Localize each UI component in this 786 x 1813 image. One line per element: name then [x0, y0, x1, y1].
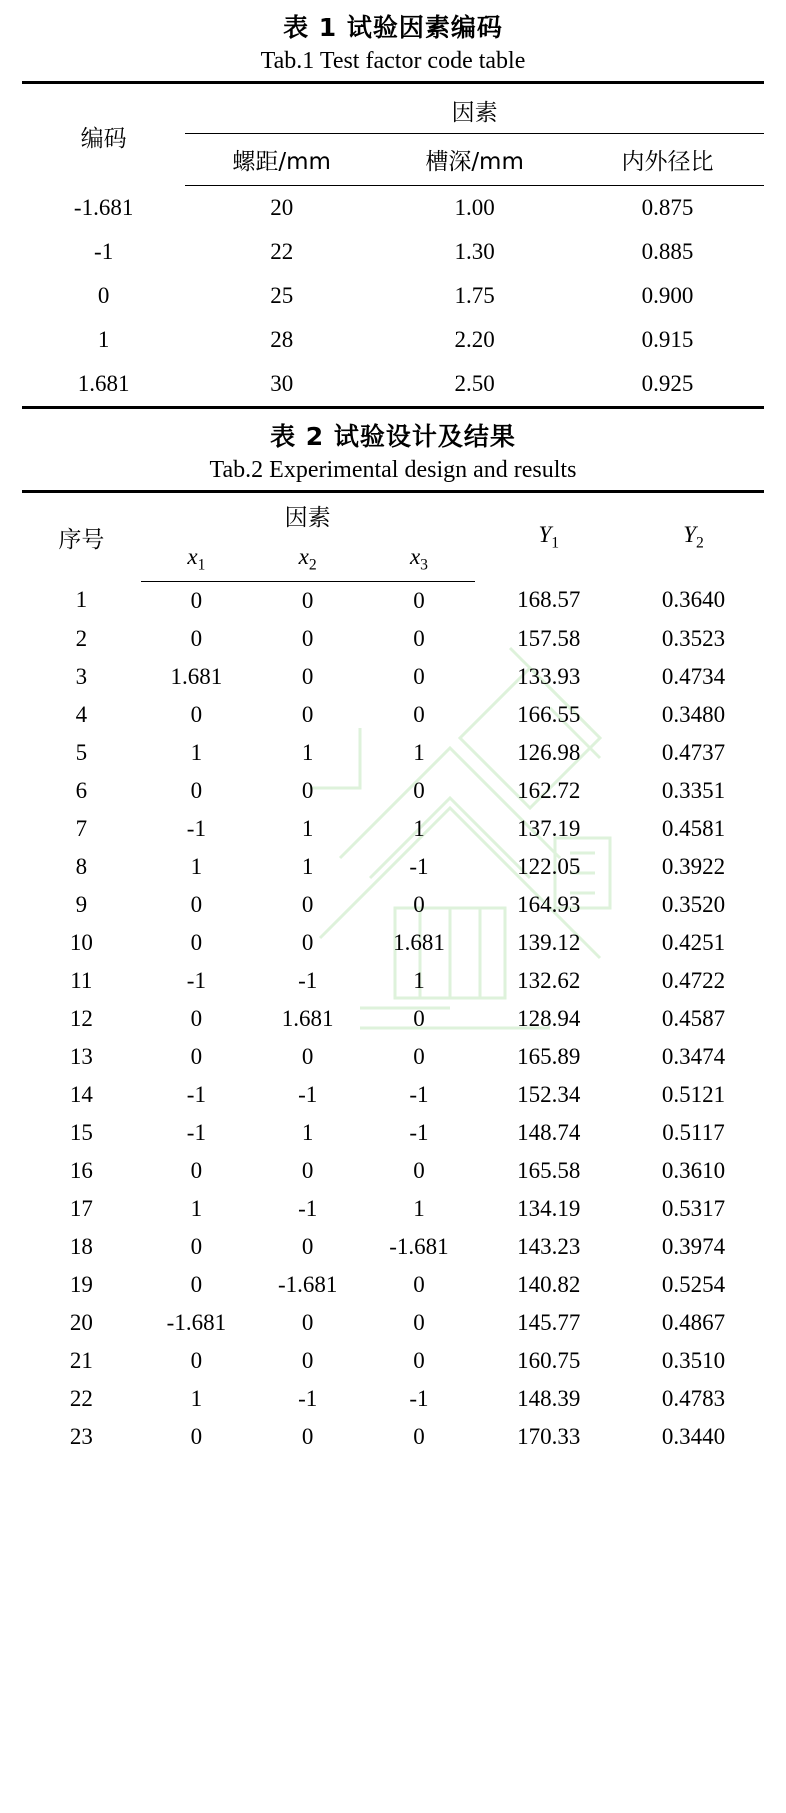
cell-y1: 126.98: [517, 739, 581, 765]
table1-header-pitch: 螺距/mm: [185, 134, 378, 186]
cell-no: 19: [69, 1271, 93, 1297]
cell-y2: 0.4737: [661, 739, 726, 765]
cell-y1: 148.39: [517, 1385, 581, 1411]
table-row: [22, 1228, 764, 1266]
cell-x3: 1: [413, 815, 425, 841]
cell-y1: 132.62: [517, 967, 581, 993]
cell-no: 14: [69, 1081, 93, 1107]
cell-y2: 0.4587: [661, 1005, 726, 1031]
cell-y2: 0.5121: [661, 1081, 726, 1107]
table-row: [22, 318, 764, 362]
cell-y2: 0.4581: [661, 815, 726, 841]
cell-x1: 1: [190, 739, 203, 765]
cell-y2: 0.3523: [661, 625, 726, 651]
cell-x1: 0: [190, 1005, 203, 1031]
cell-code: -1: [94, 239, 114, 264]
table2-header-x2: $x_2$: [252, 538, 363, 581]
cell-y1: 140.82: [517, 1271, 581, 1297]
cell-x1: 0: [190, 1233, 203, 1259]
cell-x3: -1: [409, 853, 429, 879]
table-row: [22, 1114, 764, 1152]
table-row: [22, 886, 764, 924]
cell-pitch: 30: [185, 362, 378, 408]
cell-no: 3: [75, 663, 88, 689]
cell-x1: 0: [190, 929, 203, 955]
cell-y1: 165.58: [517, 1157, 581, 1183]
table-row: [22, 1418, 764, 1456]
table-row: [22, 658, 764, 696]
cell-x1: -1: [186, 1081, 206, 1107]
cell-y2: 0.5117: [662, 1119, 725, 1145]
table1-header-factor-group: 因素: [185, 83, 764, 134]
table-row: [22, 1000, 764, 1038]
table1-header-code: 编码: [22, 83, 185, 186]
table-row: [22, 810, 764, 848]
cell-x3: 0: [413, 701, 425, 727]
table1-title-cn: 表 1 试验因素编码: [283, 13, 503, 42]
cell-no: 16: [69, 1157, 93, 1183]
cell-x1: 0: [190, 777, 203, 803]
cell-y1: 122.05: [517, 853, 581, 879]
cell-x3: 0: [413, 663, 425, 689]
cell-x3: 0: [413, 1005, 425, 1031]
cell-no: 1: [75, 587, 88, 613]
document-page: [0, 8, 786, 1813]
cell-y2: 0.4783: [661, 1385, 726, 1411]
table-row: [22, 1380, 764, 1418]
cell-no: 22: [69, 1385, 93, 1411]
cell-x2: 1: [301, 853, 314, 879]
cell-y2: 0.4722: [661, 967, 726, 993]
cell-y1: 164.93: [517, 891, 581, 917]
cell-x2: 0: [301, 777, 314, 803]
table-test-factor-codes: [22, 81, 764, 409]
table1-header-ratio: 内外径比: [571, 134, 764, 186]
table-row: [22, 362, 764, 408]
cell-x1: 1.681: [170, 663, 223, 689]
cell-no: 6: [75, 777, 88, 803]
table-row: [22, 230, 764, 274]
table-row: [22, 1152, 764, 1190]
cell-x2: 0: [301, 1423, 314, 1449]
table-row: [22, 848, 764, 886]
cell-y1: 145.77: [517, 1309, 581, 1335]
cell-x2: -1: [298, 1081, 318, 1107]
cell-x2: 1: [301, 739, 314, 765]
cell-y2: 0.3440: [661, 1423, 726, 1449]
cell-y1: 143.23: [517, 1233, 581, 1259]
cell-y1: 128.94: [517, 1005, 581, 1031]
cell-depth: 2.50: [378, 362, 571, 408]
cell-code: 1: [97, 327, 110, 352]
cell-x1: 0: [190, 1423, 203, 1449]
cell-no: 18: [69, 1233, 93, 1259]
table-row: [22, 620, 764, 658]
table-row: [22, 1038, 764, 1076]
cell-no: 15: [69, 1119, 93, 1145]
cell-x2: 0: [301, 663, 314, 689]
cell-x2: 1: [301, 815, 314, 841]
table2-title-cn: 表 2 试验设计及结果: [270, 422, 516, 451]
table-row: [22, 924, 764, 962]
cell-x3: 0: [413, 1157, 425, 1183]
cell-pitch: 22: [270, 239, 294, 264]
cell-depth: 1.00: [454, 195, 495, 220]
cell-y1: 170.33: [517, 1423, 581, 1449]
cell-y2: 0.3610: [661, 1157, 726, 1183]
cell-code: 0: [97, 283, 110, 308]
cell-x1: 1: [190, 1385, 203, 1411]
cell-x2: 0: [301, 1043, 314, 1069]
table-row: [22, 1342, 764, 1380]
cell-x1: 0: [190, 625, 203, 651]
cell-no: 12: [69, 1005, 93, 1031]
cell-y1: 133.93: [517, 663, 581, 689]
cell-y1: 148.74: [517, 1119, 581, 1145]
cell-x1: -1.681: [166, 1309, 227, 1335]
table-row: [22, 186, 764, 231]
cell-depth: 1.30: [454, 239, 495, 264]
table-row: [22, 274, 764, 318]
cell-no: 5: [75, 739, 88, 765]
cell-x2: 0: [301, 625, 314, 651]
table-row: [22, 772, 764, 810]
cell-y1: 134.19: [517, 1195, 581, 1221]
cell-x3: 1: [413, 1195, 425, 1221]
cell-x3: 0: [413, 1347, 425, 1373]
table-row: [22, 962, 764, 1000]
cell-no: 13: [69, 1043, 93, 1069]
cell-ratio: 0.885: [641, 239, 694, 264]
cell-x2: -1: [298, 1385, 318, 1411]
cell-x2: 0: [301, 1347, 314, 1373]
cell-x3: 1: [413, 739, 425, 765]
cell-x3: 0: [413, 777, 425, 803]
cell-code: -1.681: [73, 194, 134, 220]
cell-x2: -1.681: [277, 1271, 338, 1297]
cell-no: 21: [69, 1347, 93, 1373]
table-row: [22, 581, 764, 620]
cell-pitch: 20: [270, 195, 294, 220]
cell-x3: 0: [413, 1309, 425, 1335]
cell-y1: 165.89: [517, 1043, 581, 1069]
cell-y1: 162.72: [517, 777, 581, 803]
cell-x3: 1.681: [393, 929, 445, 955]
table-row: [22, 1304, 764, 1342]
cell-y1: 152.34: [517, 1081, 581, 1107]
cell-x2: 0: [301, 587, 314, 613]
table2-title-en: Tab.2 Experimental design and results: [209, 457, 577, 483]
cell-depth: 1.75: [454, 283, 495, 308]
cell-x3: -1.681: [389, 1233, 449, 1259]
table-row: [22, 492, 764, 539]
table2-header-no: 序号: [22, 492, 141, 582]
cell-y2: 0.4734: [661, 663, 726, 689]
table2-header-y1: $Y_1$: [475, 492, 623, 582]
cell-x2: -1: [298, 1195, 318, 1221]
cell-x1: 0: [190, 1271, 203, 1297]
cell-y2: 0.3974: [661, 1233, 726, 1259]
cell-x2: -1: [298, 967, 318, 993]
cell-x2: 1.681: [281, 1005, 334, 1031]
cell-x3: 1: [413, 967, 425, 993]
cell-y2: 0.3520: [661, 891, 726, 917]
cell-x1: 0: [190, 1347, 203, 1373]
cell-y2: 0.3474: [661, 1043, 726, 1069]
table-row: [22, 734, 764, 772]
cell-y2: 0.3510: [661, 1347, 726, 1373]
table1-title-en: Tab.1 Test factor code table: [260, 48, 526, 74]
cell-x2: 0: [301, 1157, 314, 1183]
cell-x2: 1: [301, 1119, 314, 1145]
cell-x3: -1: [409, 1119, 429, 1145]
cell-no: 10: [69, 929, 93, 955]
cell-x3: 0: [413, 891, 425, 917]
cell-y2: 0.3922: [661, 853, 726, 879]
cell-x1: 0: [190, 891, 203, 917]
cell-x3: -1: [409, 1081, 429, 1107]
cell-no: 8: [75, 853, 88, 879]
table2-header-x3: $x_3$: [363, 538, 474, 581]
cell-y1: 137.19: [517, 815, 581, 841]
cell-x1: -1: [186, 815, 206, 841]
table-row: [22, 83, 764, 134]
table-row: [22, 696, 764, 734]
cell-no: 2: [75, 625, 88, 651]
table2-header-factor-group: 因素: [141, 492, 475, 539]
cell-no: 11: [70, 967, 93, 993]
cell-ratio: 0.915: [641, 327, 694, 352]
cell-x3: 0: [413, 587, 425, 613]
table-row: [22, 1190, 764, 1228]
table-row: [22, 1076, 764, 1114]
cell-no: 7: [75, 815, 88, 841]
cell-depth: 2.20: [454, 327, 495, 352]
table2-header-y2: $Y_2$: [623, 492, 764, 582]
cell-y1: 139.12: [517, 929, 581, 955]
cell-x1: 0: [190, 1043, 203, 1069]
cell-x2: 0: [301, 929, 314, 955]
cell-no: 23: [69, 1423, 93, 1449]
cell-y1: 160.75: [517, 1347, 581, 1373]
cell-x1: 0: [190, 1157, 203, 1183]
cell-ratio: 0.925: [571, 362, 764, 408]
cell-no: 17: [69, 1195, 93, 1221]
cell-x3: -1: [409, 1385, 429, 1411]
cell-x1: 0: [190, 701, 203, 727]
cell-x1: 0: [190, 587, 203, 613]
cell-y1: 168.57: [517, 587, 581, 613]
cell-y1: 166.55: [517, 701, 581, 727]
cell-y2: 0.5254: [661, 1271, 726, 1297]
cell-y2: 0.4867: [661, 1309, 726, 1335]
cell-x1: -1: [186, 967, 206, 993]
cell-x1: 1: [190, 853, 203, 879]
table-row: [22, 1266, 764, 1304]
cell-no: 20: [69, 1309, 93, 1335]
cell-x2: 0: [301, 701, 314, 727]
cell-ratio: 0.900: [641, 283, 694, 308]
cell-no: 4: [75, 701, 88, 727]
cell-x3: 0: [413, 625, 425, 651]
cell-code: 1.681: [22, 362, 185, 408]
cell-pitch: 25: [270, 283, 294, 308]
table2-header-x1: $x_1$: [141, 538, 252, 581]
cell-y2: 0.5317: [661, 1195, 726, 1221]
table1-header-depth: 槽深/mm: [378, 134, 571, 186]
cell-x2: 0: [301, 1309, 314, 1335]
cell-x3: 0: [413, 1423, 425, 1449]
cell-no: 9: [75, 891, 88, 917]
cell-y2: 0.4251: [661, 929, 726, 955]
cell-x3: 0: [413, 1271, 425, 1297]
cell-y2: 0.3480: [661, 701, 726, 727]
cell-x2: 0: [301, 891, 314, 917]
cell-x2: 0: [301, 1233, 314, 1259]
cell-ratio: 0.875: [641, 195, 694, 220]
cell-pitch: 28: [270, 327, 294, 352]
cell-x3: 0: [413, 1043, 425, 1069]
cell-x1: 1: [190, 1195, 203, 1221]
table-experimental-design-results: [22, 490, 764, 1456]
cell-y2: 0.3640: [661, 587, 726, 613]
cell-y2: 0.3351: [661, 777, 726, 803]
cell-x1: -1: [186, 1119, 206, 1145]
cell-y1: 157.58: [517, 625, 581, 651]
